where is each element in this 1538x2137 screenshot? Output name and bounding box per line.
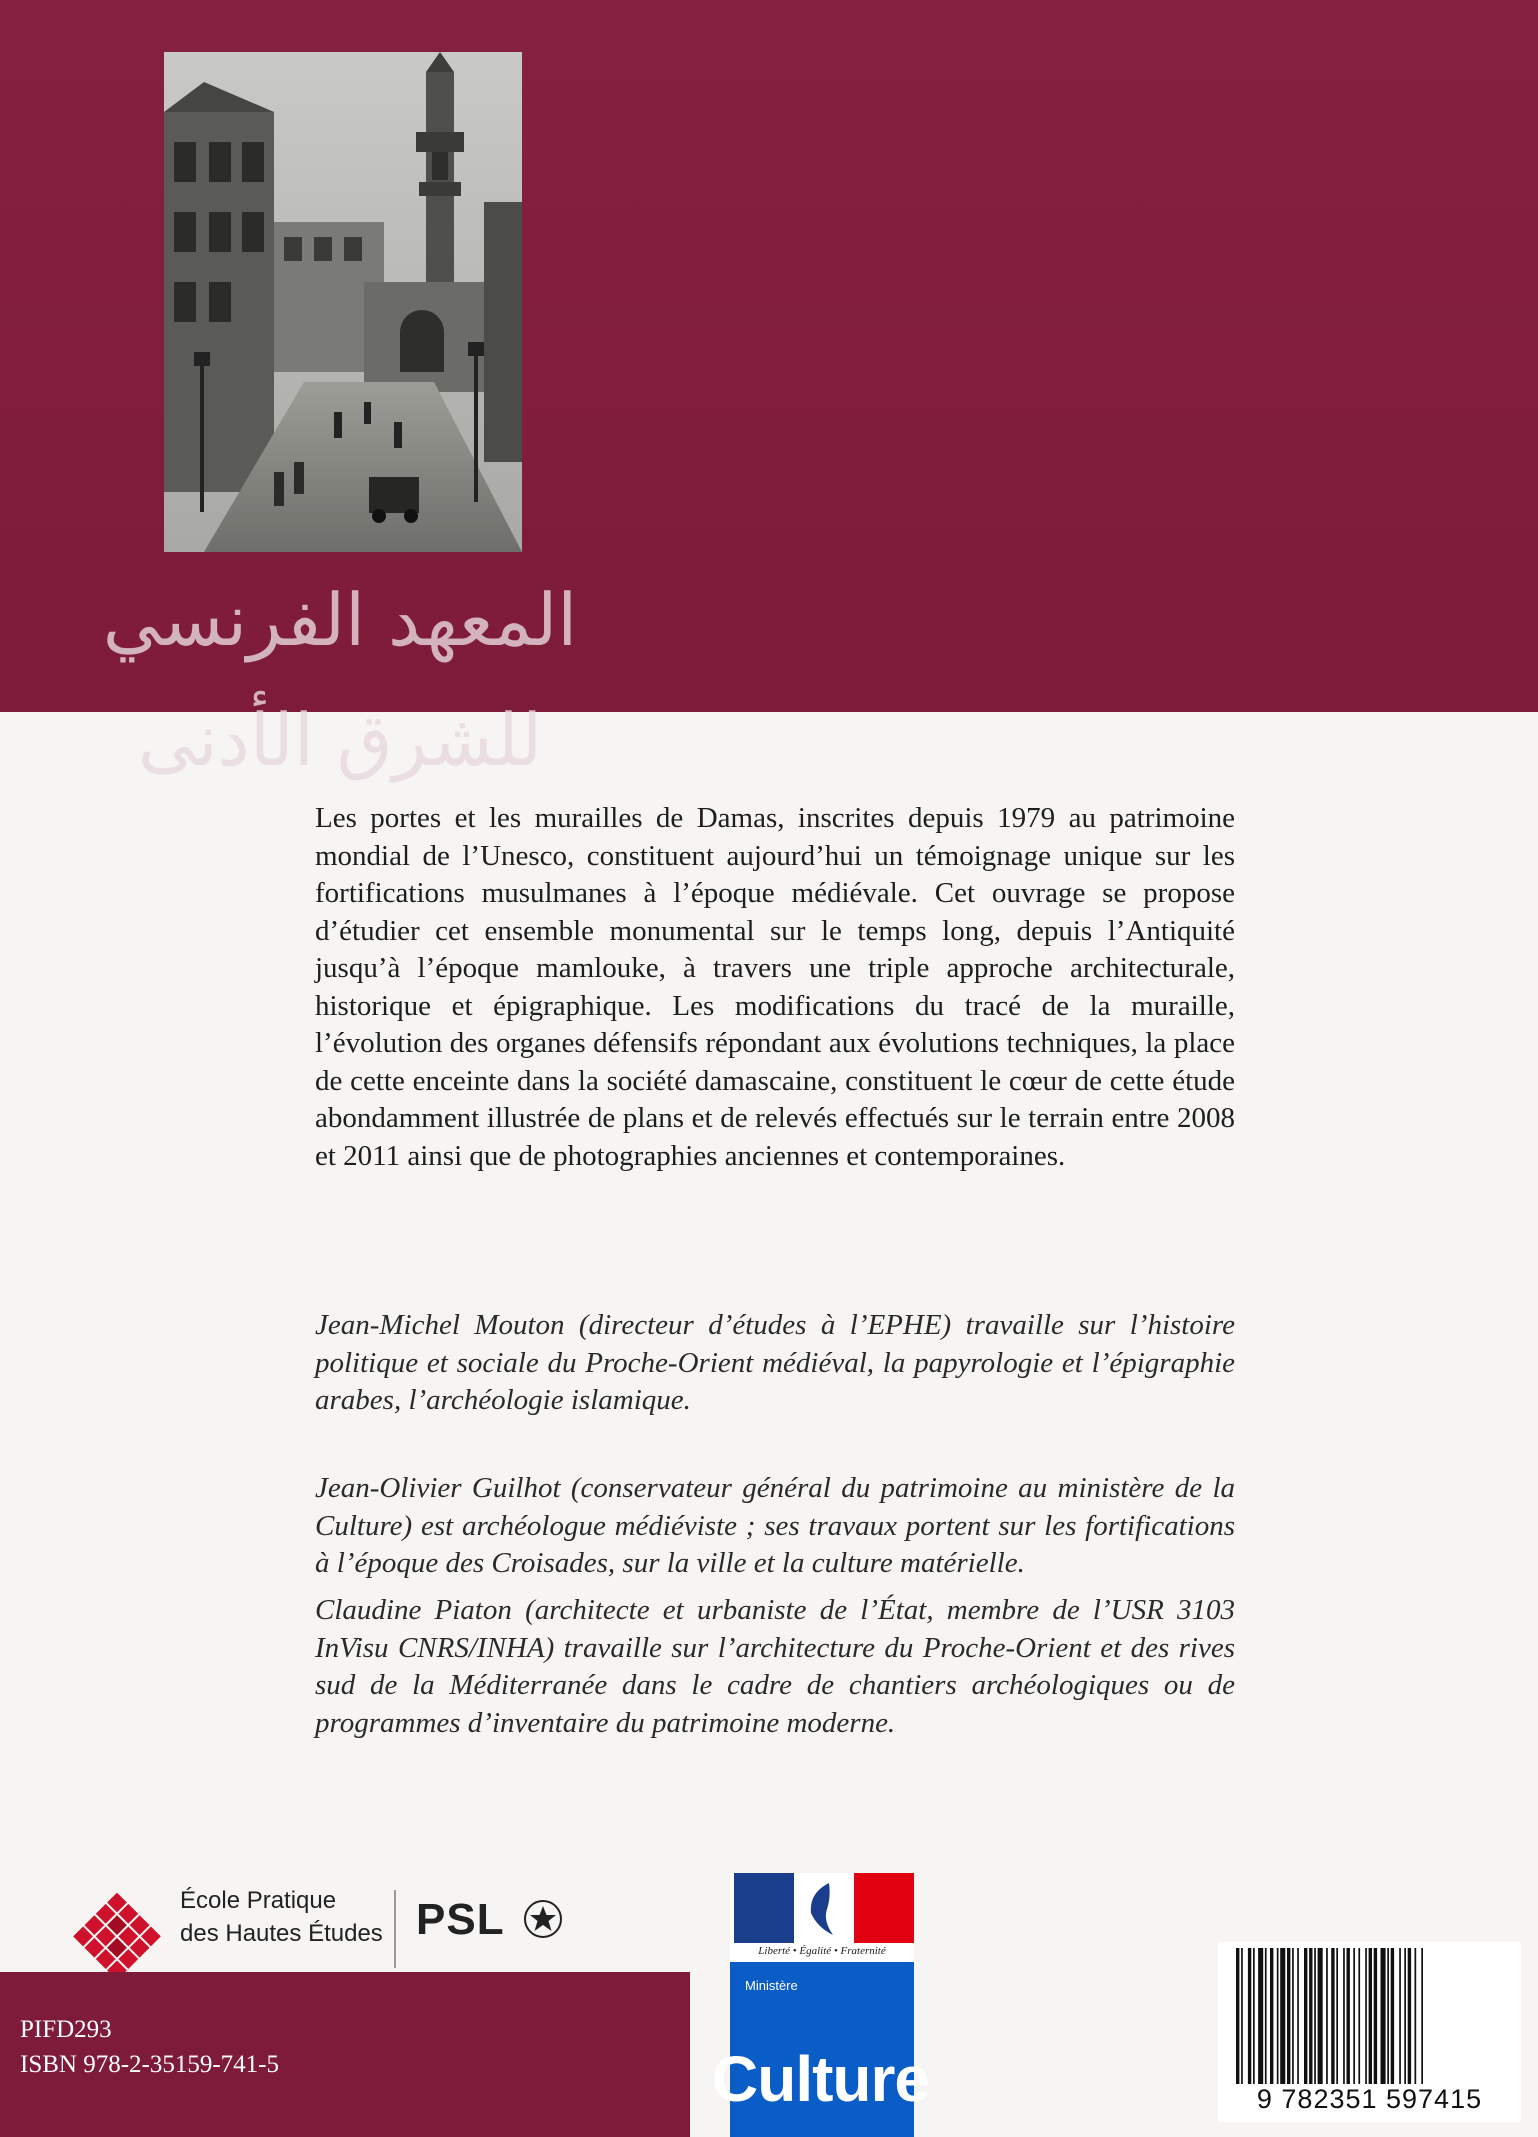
psl-star-icon (524, 1900, 562, 1938)
ephe-name (180, 1884, 390, 1950)
ministere-label: Ministère (745, 1978, 798, 1993)
isbn-code: ISBN 978-2-35159-741-5 (20, 2051, 280, 2078)
barcode-block (1218, 1942, 1521, 2122)
ephe-name-line2: des Hautes Études (180, 1920, 383, 1947)
author-bio-guilhot: Jean-Olivier Guilhot (conservateur général du patrimoine au ministère de la Culture) est archéologue médiéviste ; ses travaux portent sur les fortifications à l’époque des Croisades, sur la ville et la culture matérielle. (315, 1472, 1235, 1579)
republique-motto: Liberté • Égalité • Fraternité (758, 1945, 886, 1957)
marianne-flag-icon (734, 1873, 914, 1943)
logo-divider (394, 1890, 396, 1968)
historic-photo-damascus-street (164, 52, 522, 552)
book-summary: Les portes et les murailles de Damas, inscrites depuis 1979 au patrimoine mondial de l’Unesco, constituent aujourd’hui un témoignage unique sur les fortifications musulmanes à l’époque médiévale. Cet ouvrage se propose d’étudier cet ensemble monumental sur le temps long, depuis l’Antiquité jusqu’à l’époque mamlouke, à travers une triple approche architecturale, historique et épigraphique. Les modifications du tracé de la muraille, l’évolution des organes défensifs répondant aux évolutions techniques, la place de cette enceinte dans la société damascaine, constituent le cœur de cette étude abondamment illustrée de plans et de relevés effectués sur le terrain entre 2008 et 2011 ainsi que de photographies anciennes et contemporaines. (315, 802, 1235, 1172)
barcode-icon (1232, 1948, 1508, 2084)
culture-label: Culture (712, 2043, 929, 2115)
psl-logo-text: PSL (416, 1895, 505, 1944)
series-code: PIFD293 (20, 2016, 112, 2043)
arabic-calligraphy-ifpo: المعهد الفرنسي للشرق الأدنى (102, 578, 578, 782)
photo-illustration (164, 52, 522, 552)
barcode-number: 9 782351 597415 (1256, 2084, 1483, 2114)
ministere-culture-logo (712, 1962, 929, 2137)
publication-codes (20, 2012, 279, 2082)
ephe-name-line1: École Pratique (180, 1887, 337, 1914)
author-bio-piaton: Claudine Piaton (architecte et urbaniste de l’État, membre de l’USR 3103 InVisu CNRS/INHA) travaille sur l’architecture du Proche-Orient et des rives sud de la Méditerranée dans le cadre de chantiers archéologiques ou de programmes d’inventaire du patrimoine moderne. (315, 1594, 1235, 1739)
author-bio-mouton: Jean-Michel Mouton (directeur d’études à l’EPHE) travaille sur l’histoire politique et sociale du Proche-Orient médiéval, la papyrologie et l’épigraphie arabes, l’archéologie islamique. (315, 1309, 1235, 1416)
